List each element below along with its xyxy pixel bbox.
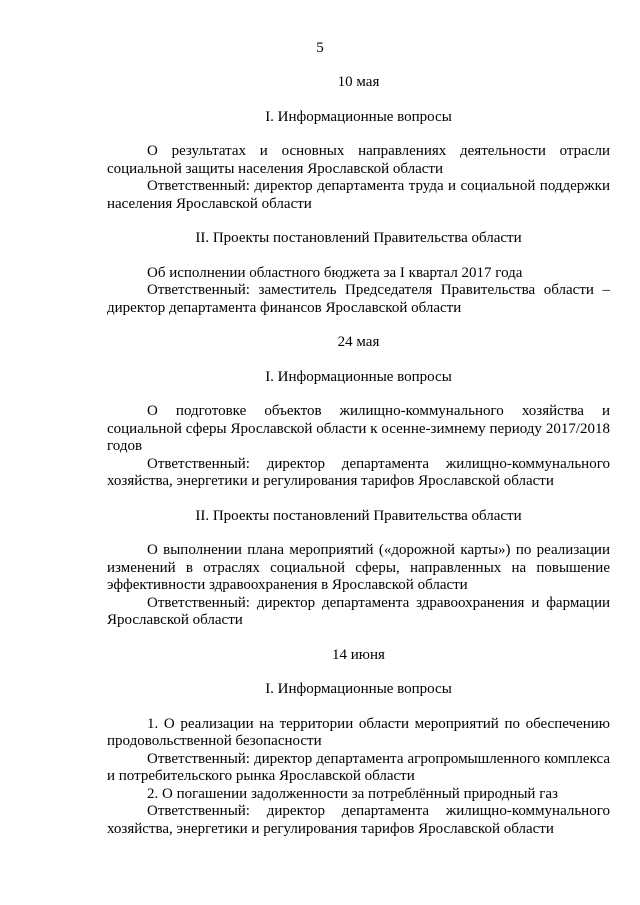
section-heading: I. Информационные вопросы (265, 681, 452, 697)
responsible-line: Ответственный: директор департамента агропромышленного комплекса и потребительского рынка Ярославской области (107, 750, 610, 784)
responsible-line: Ответственный: директор департамента жилищно-коммунального хозяйства, энергетики и регулирования тарифов Ярославской области (107, 803, 610, 837)
agenda-item: 1. О реализации на территории области мероприятий по обеспечению продовольственной безопасности (107, 715, 610, 749)
section-heading: II. Проекты постановлений Правительства области (195, 507, 522, 524)
agenda-item: О выполнении плана мероприятий («дорожной карты») по реализации изменений в отраслях социальной сферы, направленных на повышение эффективности здравоохранения в Ярославской области (107, 542, 610, 593)
agenda-item: 2. О погашении задолженности за потреблённый природный газ (147, 785, 558, 802)
responsible-line: Ответственный: заместитель Председателя Правительства области – директор департамента финансов Ярославской области (107, 282, 610, 316)
section-heading: II. Проекты постановлений Правительства области (195, 230, 522, 246)
meeting-date: 10 мая (337, 74, 380, 90)
responsible-line: Ответственный: директор департамента здравоохранения и фармации Ярославской области (107, 594, 610, 628)
document-body (107, 74, 610, 838)
responsible-line: Ответственный: директор департамента труда и социальной поддержки населения Ярославской области (107, 178, 610, 212)
section-heading: I. Информационные вопросы (265, 368, 452, 385)
agenda-item: О результатах и основных направлениях деятельности отрасли социальной защиты населения Ярославской области (107, 143, 610, 177)
page-number: 5 (316, 40, 324, 56)
meeting-date: 24 мая (337, 334, 380, 350)
section-heading: I. Информационные вопросы (265, 108, 452, 125)
agenda-item: О подготовке объектов жилищно-коммунального хозяйства и социальной сферы Ярославской области к осенне-зимнему периоду 2017/2018 годов (107, 403, 610, 454)
meeting-date: 14 июня (332, 646, 385, 663)
responsible-line: Ответственный: директор департамента жилищно-коммунального хозяйства, энергетики и регулирования тарифов Ярославской области (107, 455, 610, 489)
agenda-item: Об исполнении областного бюджета за I квартал 2017 года (147, 264, 523, 281)
